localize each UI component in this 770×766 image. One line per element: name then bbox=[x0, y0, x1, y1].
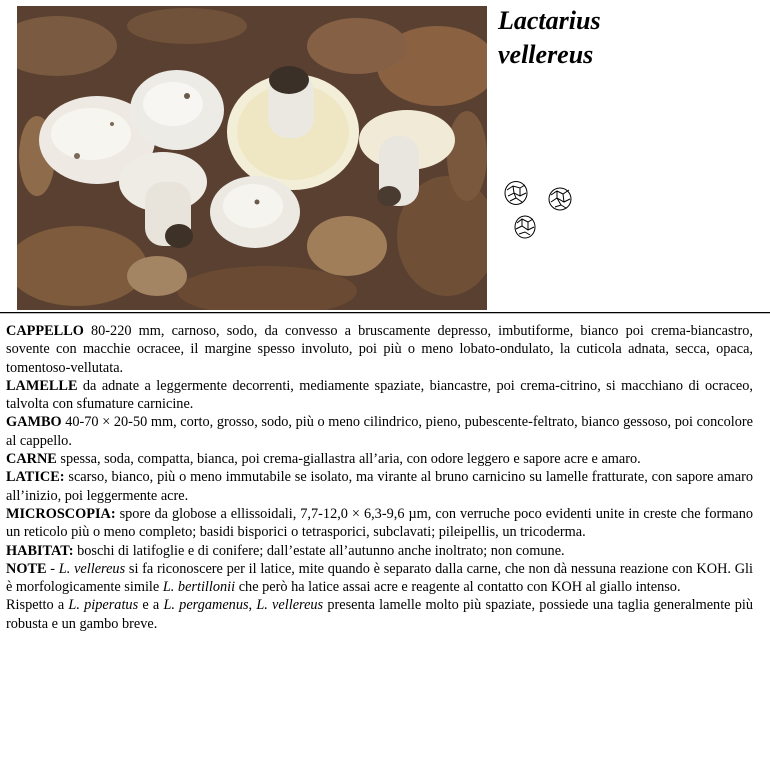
spore-drawing bbox=[515, 216, 535, 238]
label-latice: LATICE: bbox=[6, 469, 65, 486]
label-habitat: HABITAT: bbox=[6, 542, 74, 559]
section-latice: LATICE: scarso, bianco, più o meno immutabile se isolato, ma virante al bruno carnicino su lamelle fratturate, con sapore amaro all’inizio, poi leggermente acre. bbox=[6, 469, 753, 504]
label-carne: CARNE bbox=[6, 451, 57, 468]
spore-illustration bbox=[500, 176, 580, 246]
description bbox=[6, 322, 753, 633]
section-lamelle: LAMELLE da adnate a leggermente decorrenti, mediamente spaziate, biancastre, poi crema-citrino, si macchiano di ocraceo, talvolta con sfumature carnicine. bbox=[6, 377, 753, 413]
label-note: NOTE bbox=[6, 560, 47, 577]
mushroom-cap-bottom bbox=[210, 176, 300, 248]
label-microscopia: MICROSCOPIA: bbox=[6, 505, 116, 522]
title-genus: Lactarius bbox=[498, 6, 601, 35]
section-habitat: HABITAT: boschi di latifoglie e di conifere; dall’estate all’autunno anche inoltrato; non comune. bbox=[6, 542, 565, 559]
divider bbox=[0, 312, 770, 314]
section-cappello: CAPPELLO 80-220 mm, carnoso, sodo, da convesso a bruscamente depresso, imbutiforme, bianco poi crema-biancastro, sovente con macchie ocracee, il margine spesso involuto, poi più o meno lobato-ondulato, la cuticola adnata, secca, opaca, tomentoso-vellutata. bbox=[6, 323, 753, 376]
spore-drawing bbox=[505, 182, 527, 205]
mushroom-photo bbox=[17, 6, 487, 310]
label-gambo: GAMBO bbox=[6, 414, 62, 431]
species-title bbox=[498, 4, 601, 72]
title-species: vellereus bbox=[498, 40, 594, 69]
section-gambo: GAMBO 40-70 × 20-50 mm, corto, grosso, sodo, più o meno cilindrico, pieno, pubescente-feltrato, bianco gessoso, poi concolore al cappello. bbox=[6, 414, 753, 449]
section-microscopia: MICROSCOPIA: spore da globose a ellissoidali, 7,7-12,0 × 6,3-9,6 µm, con verruche poco evidenti unite in creste che formano un reticolo più o meno completo; basidi bisporici o tetrasporici, subclavati; pileipellis, un tricoderma. bbox=[6, 505, 753, 541]
section-rispetto: Rispetto a L. piperatus e a L. pergamenus, L. vellereus presenta lamelle molto più spaziate, possiede una taglia generalmente più robusta e un gambo breve. bbox=[6, 597, 753, 632]
label-cappello: CAPPELLO bbox=[6, 323, 84, 339]
mushroom-cap-top bbox=[130, 70, 224, 150]
label-lamelle: LAMELLE bbox=[6, 377, 78, 394]
section-carne: CARNE spessa, soda, compatta, bianca, poi crema-giallastra all’aria, con odore leggero e sapore acre e amaro. bbox=[6, 451, 641, 468]
spore-drawing bbox=[549, 188, 571, 210]
section-note: NOTE - L. vellereus si fa riconoscere per il latice, mite quando è separato dalla carne, che non dà nessuna reazione con KOH. Gli è morfologicamente simile L. bertillonii che però ha latice assai acre e reagente al contatto con KOH al giallo intenso. bbox=[6, 560, 753, 596]
